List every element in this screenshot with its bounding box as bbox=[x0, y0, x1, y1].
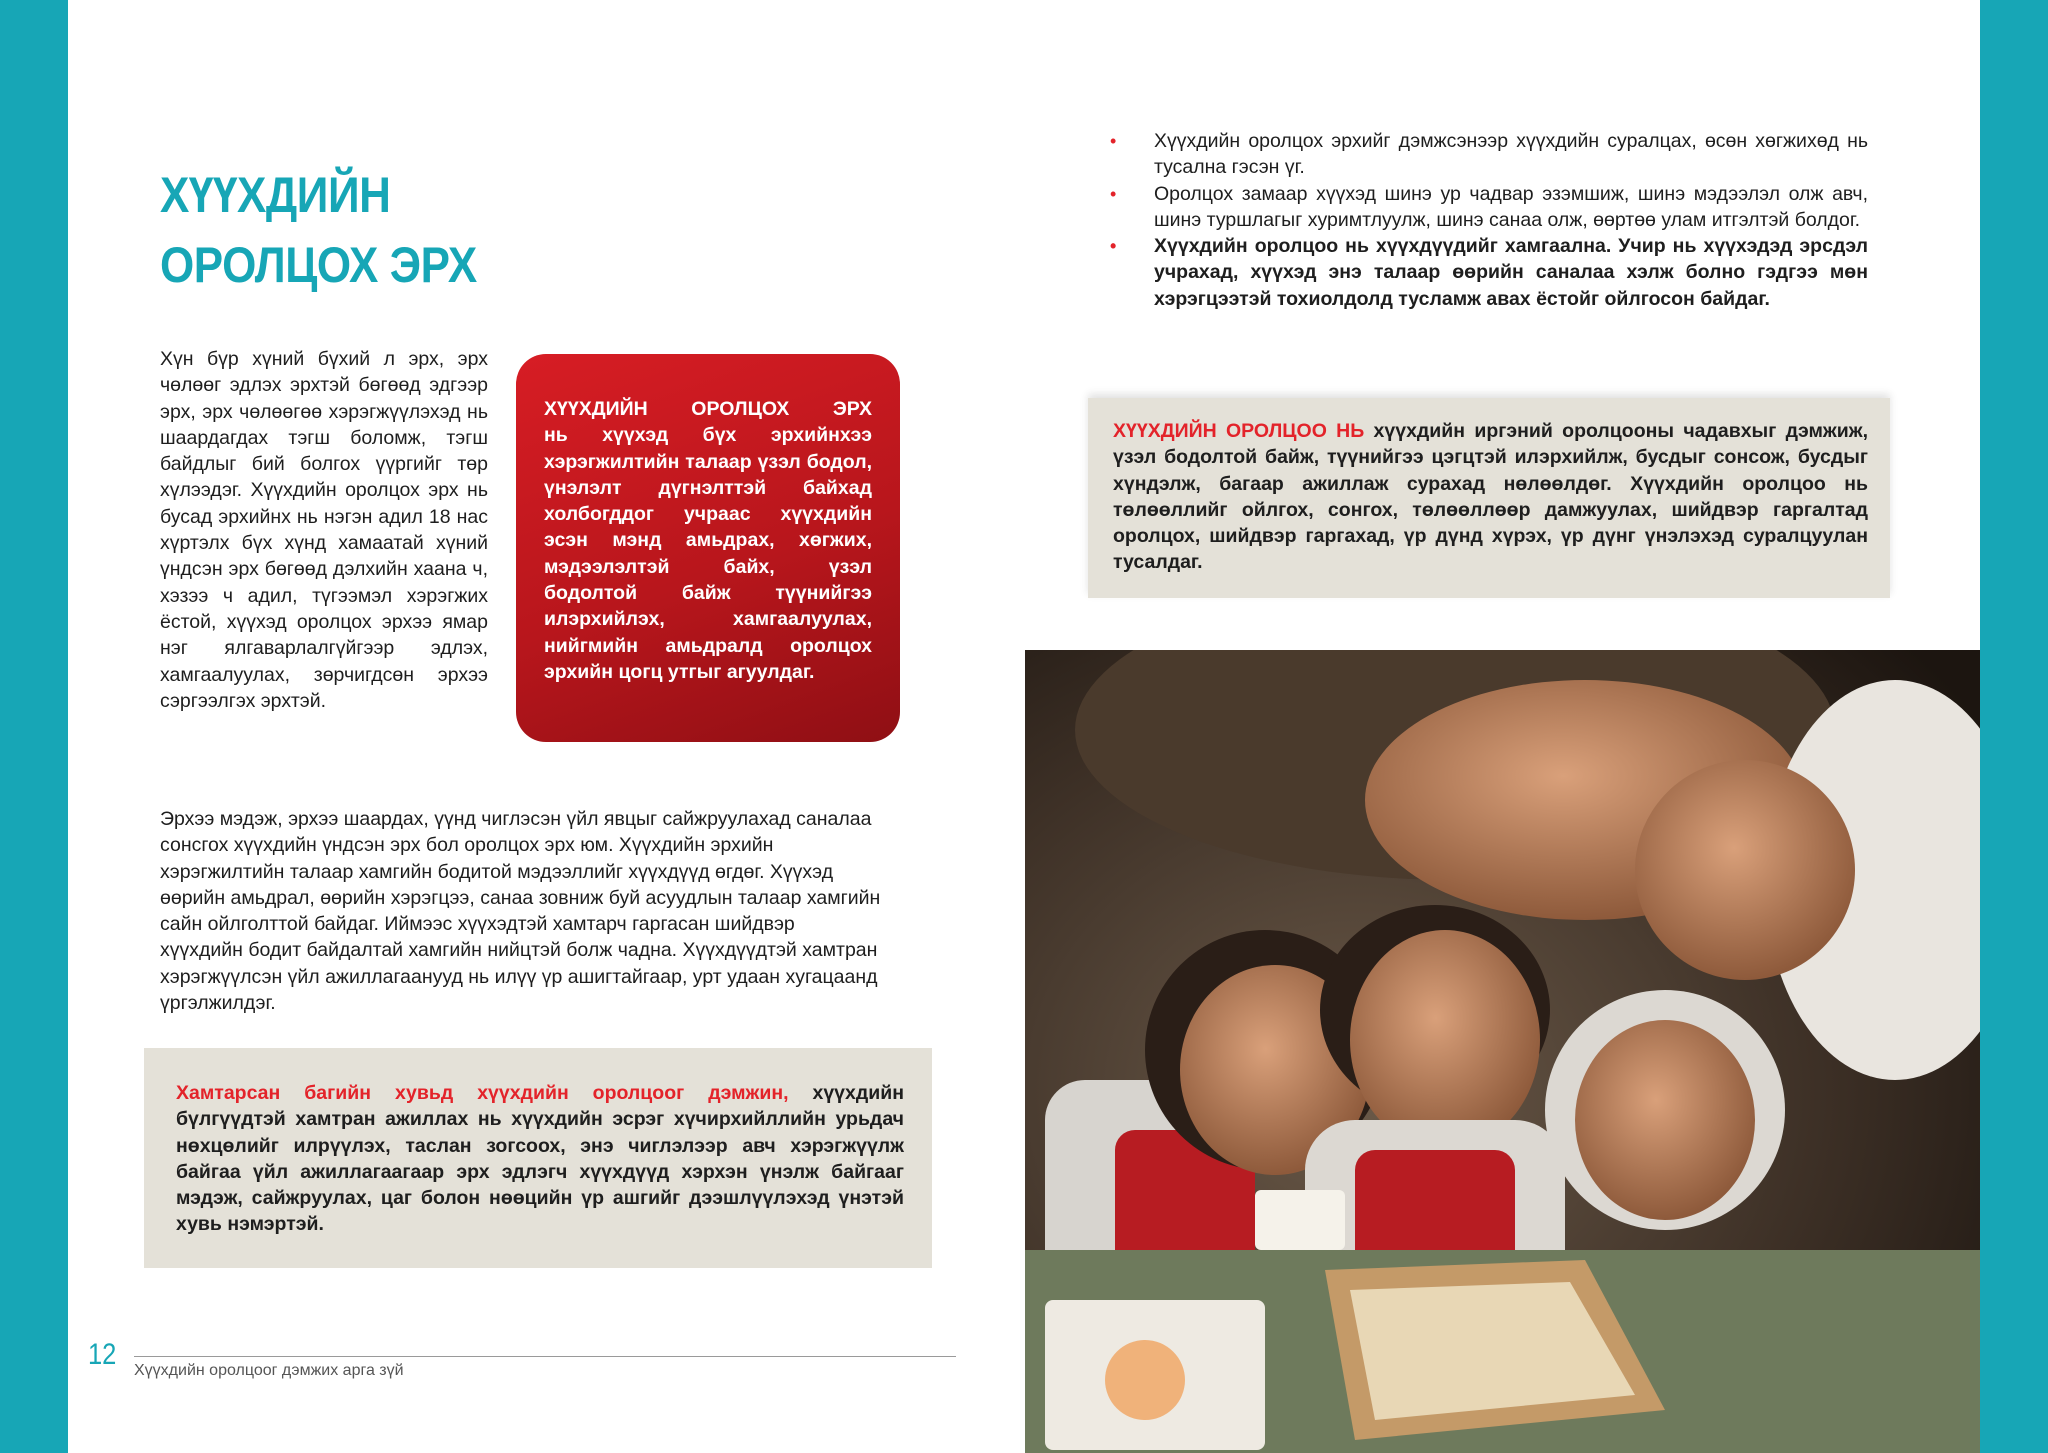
bullet-icon: • bbox=[1110, 236, 1117, 257]
bullet-icon: • bbox=[1110, 183, 1117, 204]
participation-box bbox=[1088, 398, 1890, 598]
participation-highlight: ХҮҮХДИЙН ОРОЛЦОО НЬ bbox=[1113, 420, 1365, 442]
participation-text: хүүхдийн иргэний оролцооны чадавхыг дэмжиж, үзэл бодолтой байж, түүнийгээ цэгцтэй илэрхийлж, бусдыг сонсож, бусдыг хүндэлж, багаар ажиллаж сурахад нөлөөлдөг. Хүүхдийн оролцоо нь төлөөллийг ойлгох, сонгох, төлөөллөөр дамжуулах, шийдвэр гаргалтад оролцох, шийдвэр гаргахад, үр дүнд хүрэх, үр дүнг үнэлэхэд суралцуулан тусалдаг. bbox=[1113, 420, 1868, 574]
list-item-text: Оролцох замаар хүүхэд шинэ ур чадвар эзэмшиж, шинэ мэдээлэл олж авч, шинэ туршлагыг хуримтлуулж, шинэ санаа олж, өөртөө улам итгэлтэй болдог. bbox=[1154, 182, 1868, 231]
left-color-band bbox=[0, 0, 68, 1453]
footer-divider bbox=[134, 1356, 956, 1357]
list-item bbox=[1110, 128, 1868, 181]
callout-heading: ХҮҮХДИЙН ОРОЛЦОХ ЭРХ bbox=[544, 398, 872, 420]
team-support-text: хүүхдийн бүлгүүдтэй хамтран ажиллах нь хүүхдийн эсрэг хүчирхийллийн урьдач нөхцөлийг илрүүлэх, таслан зогсоох, энэ чиглэлээр авч хэрэгжүүлж байгаа үйл ажиллагаагаар эрх эдлэгч хүүхдүүд хэрхэн үнэлж байгааг мэдэж, сайжруулах, цаг болон нөөцийн үр ашгийг дээшлүүлэхэд үнэтэй хувь нэмэртэй. bbox=[176, 1082, 904, 1236]
page-number: 12 bbox=[88, 1338, 117, 1371]
team-support-highlight: Хамтарсан багийн хувьд хүүхдийн оролцоог дэмжин, bbox=[176, 1082, 789, 1104]
list-item-text: Хүүхдийн оролцоо нь хүүхдүүдийг хамгаална. Учир нь хүүхэдэд эрсдэл учрахад, хүүхэд энэ талаар өөрийн саналаа хэлж болно гэдгээ мөн хэрэгцээтэй тохиолдолд тусламж авах ёстойг ойлгосон байдаг. bbox=[1154, 235, 1868, 310]
list-item bbox=[1110, 233, 1868, 312]
children-photo bbox=[1025, 650, 1980, 1453]
rights-callout-box bbox=[516, 354, 900, 742]
photo-illustration bbox=[1025, 650, 1980, 1453]
footer-title: Хүүхдийн оролцоог дэмжих арга зүй bbox=[134, 1362, 404, 1379]
bullet-icon: • bbox=[1110, 131, 1117, 151]
list-item-text: Хүүхдийн оролцох эрхийг дэмжсэнээр хүүхдийн суралцах, өсөн хөгжихөд нь тусална гэсэн үг. bbox=[1154, 130, 1868, 179]
title-line-1: ХҮҮХДИЙН bbox=[160, 167, 391, 223]
page-title bbox=[160, 160, 530, 300]
list-item bbox=[1110, 181, 1868, 234]
right-color-band bbox=[1980, 0, 2048, 1453]
intro-paragraph: Хүн бүр хүний бүхий л эрх, эрх чөлөөг эдлэх эрхтэй бөгөөд эдгээр эрх, эрх чөлөөгөө хэрэгжүүлэхэд нь шаардагдах тэгш боломж, тэгш байдлыг бий болгох үүргийг төр хүлээдэг. Хүүхдийн оролцох эрх нь бусад эрхийнх нь нэгэн адил 18 нас хүртэлх бүх хүнд хамаатай хүний үндсэн эрх бөгөөд дэлхийн хаана ч, хэзээ ч адил, түгээмэл хэрэгжих ёстой, хүүхэд оролцох эрхээ ямар нэг ялгаварлалгүйгээр эдлэх, хамгаалуулах, зөрчигдсөн эрхээ сэргээлгэх эрхтэй. bbox=[160, 348, 488, 712]
team-support-box bbox=[144, 1048, 932, 1268]
body-paragraph: Эрхээ мэдэж, эрхээ шаардах, үүнд чиглэсэн үйл явцыг сайжруулахад саналаа сонсгох хүүхдийн үндсэн эрх бол оролцох эрх юм. Хүүхдийн эрхийн хэрэгжилтийн талаар хамгийн бодитой мэдээллийг хүүхдүүд өгдөг. Хүүхэд өөрийн амьдрал, өөрийн хэрэгцээ, санаа зовниж буй асуудлын талаар хамгийн сайн ойлголттой байдаг. Иймээс хүүхэдтэй хамтарч гаргасан шийдвэр хүүхдийн бодит байдалтай хамгийн нийцтэй болж чадна. Хүүхдүүдтэй хамтран хэрэгжүүлсэн үйл ажиллагаанууд нь илүү үр ашигтайгаар, урт удаан хугацаанд үргэлжилдэг. bbox=[160, 808, 881, 1015]
callout-text: нь хүүхэд бүх эрхийнхээ хэрэгжилтийн талаар үзэл бодол, үнэлэлт дүгнэлттэй байхад холбогддог учраас хүүхдийн эсэн мэнд амьдрах, хөгжих, мэдээлэлтэй байх, үзэл бодолтой байж түүнийгээ илэрхийлэх, хамгаалуулах, нийгмийн амьдралд оролцох эрхийн цогц утгыг агуулдаг. bbox=[544, 424, 872, 683]
title-line-2: ОРОЛЦОХ ЭРХ bbox=[160, 237, 477, 293]
benefits-list bbox=[1110, 128, 1868, 312]
